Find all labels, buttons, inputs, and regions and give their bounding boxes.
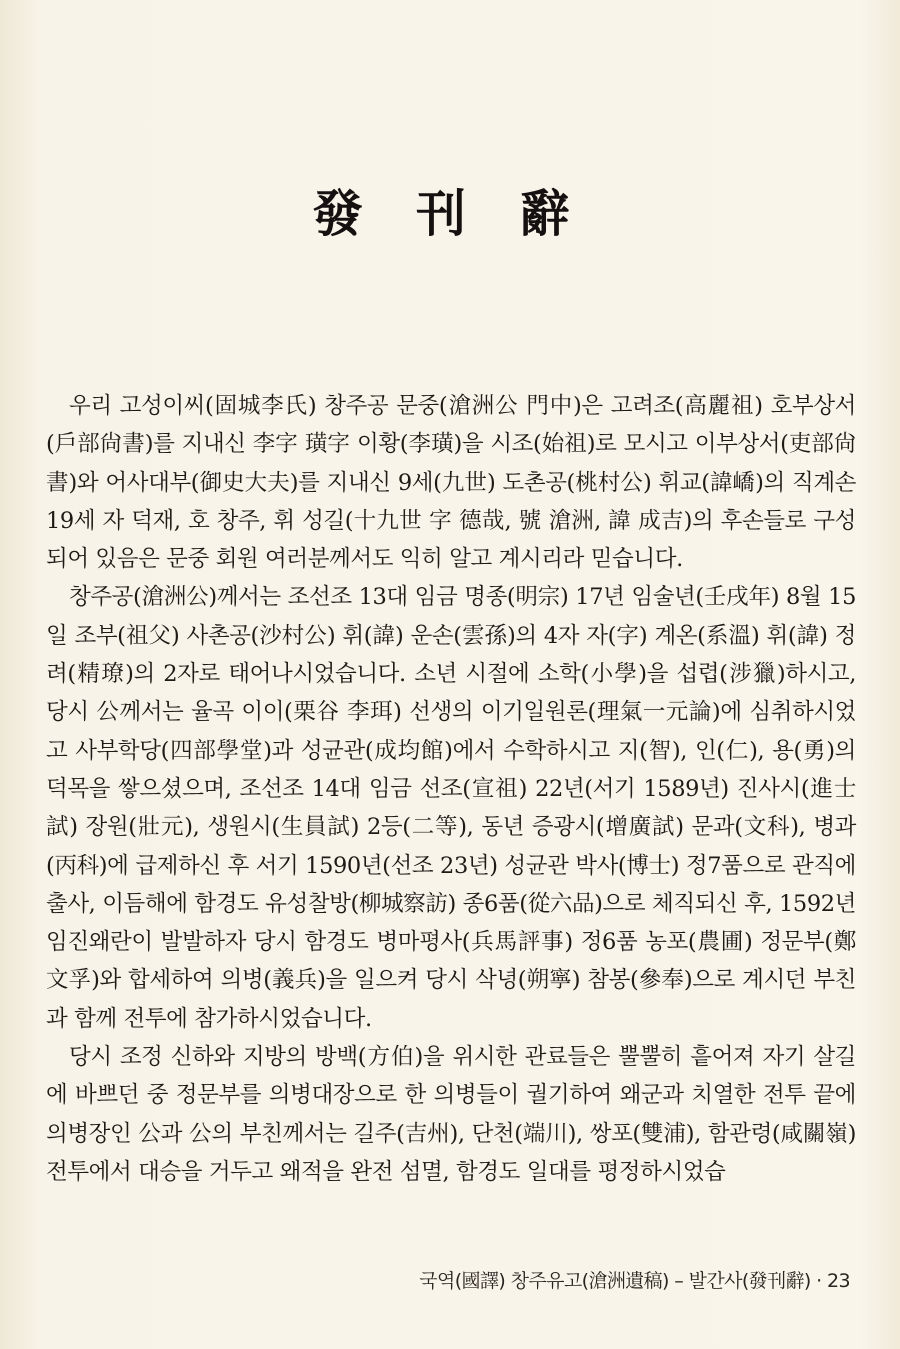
page-footer: 국역(國譯) 창주유고(滄洲遺稿) – 발간사(發刊辭) · 23 bbox=[419, 1270, 850, 1292]
paragraph-3: 당시 조정 신하와 지방의 방백(方伯)을 위시한 관료들은 뿔뿔히 흩어져 자기 살길에 바쁘던 중 정문부를 의병대장으로 한 의병들이 궐기하여 왜군과 치열한 전투 끝에 의병장인 公과 公의 부친께서는 길주(吉州), 단천(端川), 쌍포(雙浦), 함관령(咸關嶺) 전투에서 대승을 거두고 왜적을 완전 섬멸, 함경도 일대를 평정하시었습 bbox=[46, 1044, 856, 1185]
page-title: 發 刊 辭 bbox=[312, 183, 588, 243]
paragraph-1: 우리 고성이씨(固城李氏) 창주공 문중(滄洲公 門中)은 고려조(高麗祖) 호부상서(戶部尙書)를 지내신 李字 璜字 이황(李璜)을 시조(始祖)로 모시고 이부상서(吏部尙書)와 어사대부(御史大夫)를 지내신 9세(九世) 도촌공(桃村公) 휘교(諱嶠)의 직계손 19세 자 덕재, 호 창주, 휘 성길(十九世 字 德哉, 號 滄洲, 諱 成吉)의 후손들로 구성되어 있음은 문중 회원 여러분께서도 익히 알고 계시리라 믿습니다. bbox=[46, 393, 856, 573]
paragraph-2: 창주공(滄洲公)께서는 조선조 13대 임금 명종(明宗) 17년 임술년(壬戌年) 8월 15일 조부(祖父) 사촌공(沙村公) 휘(諱) 운손(雲孫)의 4자 자(字) 계온(系溫) 휘(諱) 정려(精璙)의 2자로 태어나시었습니다. 소년 시절에 소학(小學)을 섭렵(涉獵)하시고, 당시 公께서는 율곡 이이(栗谷 李珥) 선생의 이기일원론(理氣一元論)에 심취하시었고 사부학당(四部學堂)과 성균관(成均館)에서 수학하시고 지(智), 인(仁), 용(勇)의 덕목을 쌓으셨으며, 조선조 14대 임금 선조(宣祖) 22년(서기 1589년) 진사시(進士試) 장원(壯元), 생원시(生員試) 2등(二等), 동년 증광시(增廣試) 문과(文科), 병과(丙科)에 급제하신 후 서기 1590년(선조 23년) 성균관 박사(博士) 정7품으로 관직에 출사, 이듬해에 함경도 유성찰방(柳城察訪) 종6품(從六品)으로 체직되신 후, 1592년 임진왜란이 발발하자 당시 함경도 병마평사(兵馬評事) 정6품 농포(農圃) 정문부(鄭文孚)와 합세하여 의병(義兵)을 일으켜 당시 삭녕(朔寧) 참봉(參奉)으로 계시던 부친과 함께 전투에 참가하시었습니다. bbox=[46, 584, 856, 1032]
body-text bbox=[46, 387, 856, 1191]
